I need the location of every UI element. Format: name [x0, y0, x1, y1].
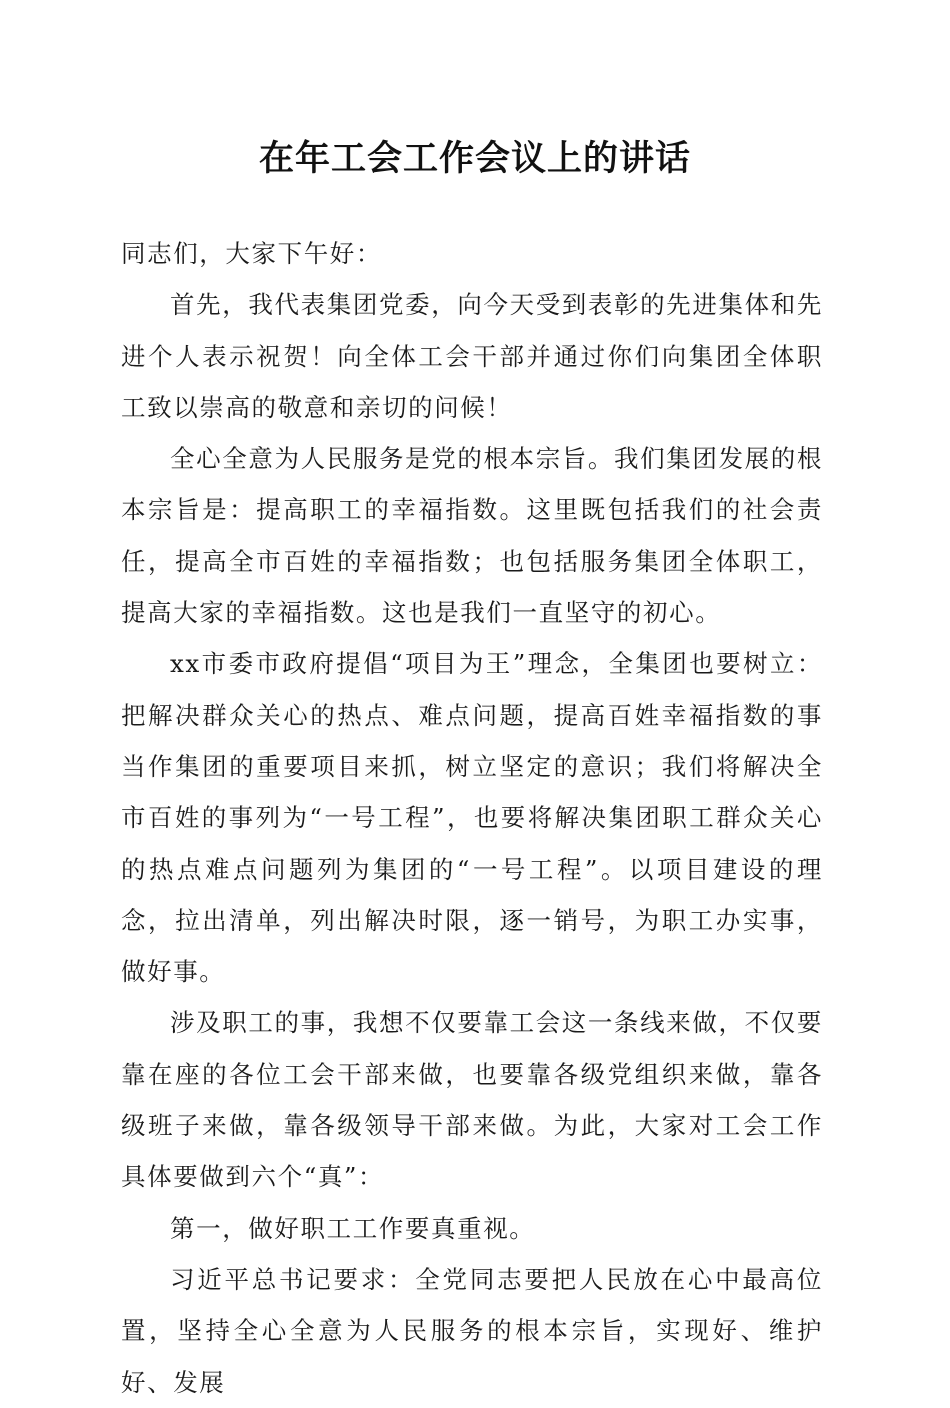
body-paragraph: 习近平总书记要求：全党同志要把人民放在心中最高位置，坚持全心全意为人民服务的根本宗旨，实现好、维护好、发展 [121, 1264, 823, 1397]
body-paragraph: xx市委市政府提倡“项目为王”理念，全集团也要树立：把解决群众关心的热点、难点问题，提高百姓幸福指数的事当作集团的重要项目来抓，树立坚定的意识；我们将解决全市百姓的事列为“一号工程”，也要将解决集团职工群众关心的热点难点问题列为集团的“一号工程”。以项目建设的理念，拉出清单，列出解决时限，逐一销号，为职工办实事，做好事。 [121, 649, 823, 987]
greeting-paragraph: 同志们，大家下午好： [121, 239, 382, 268]
document-body [121, 228, 823, 1408]
document-title: 在年工会工作会议上的讲话 [258, 138, 691, 179]
section-heading: 第一，做好职工工作要真重视。 [170, 1213, 536, 1243]
body-paragraph: 涉及职工的事，我想不仅要靠工会这一条线来做，不仅要靠在座的各位工会干部来做，也要靠各级党组织来做，靠各级班子来做，靠各级领导干部来做。为此，大家对工会工作具体要做到六个“真”： [121, 1008, 823, 1192]
body-paragraph: 首先，我代表集团党委，向今天受到表彰的先进集体和先进个人表示祝贺！向全体工会干部并通过你们向集团全体职工致以崇高的敬意和亲切的问候！ [121, 290, 823, 422]
body-paragraph: 全心全意为人民服务是党的根本宗旨。我们集团发展的根本宗旨是：提高职工的幸福指数。这里既包括我们的社会责任，提高全市百姓的幸福指数；也包括服务集团全体职工，提高大家的幸福指数。这也是我们一直坚守的初心。 [121, 444, 823, 628]
